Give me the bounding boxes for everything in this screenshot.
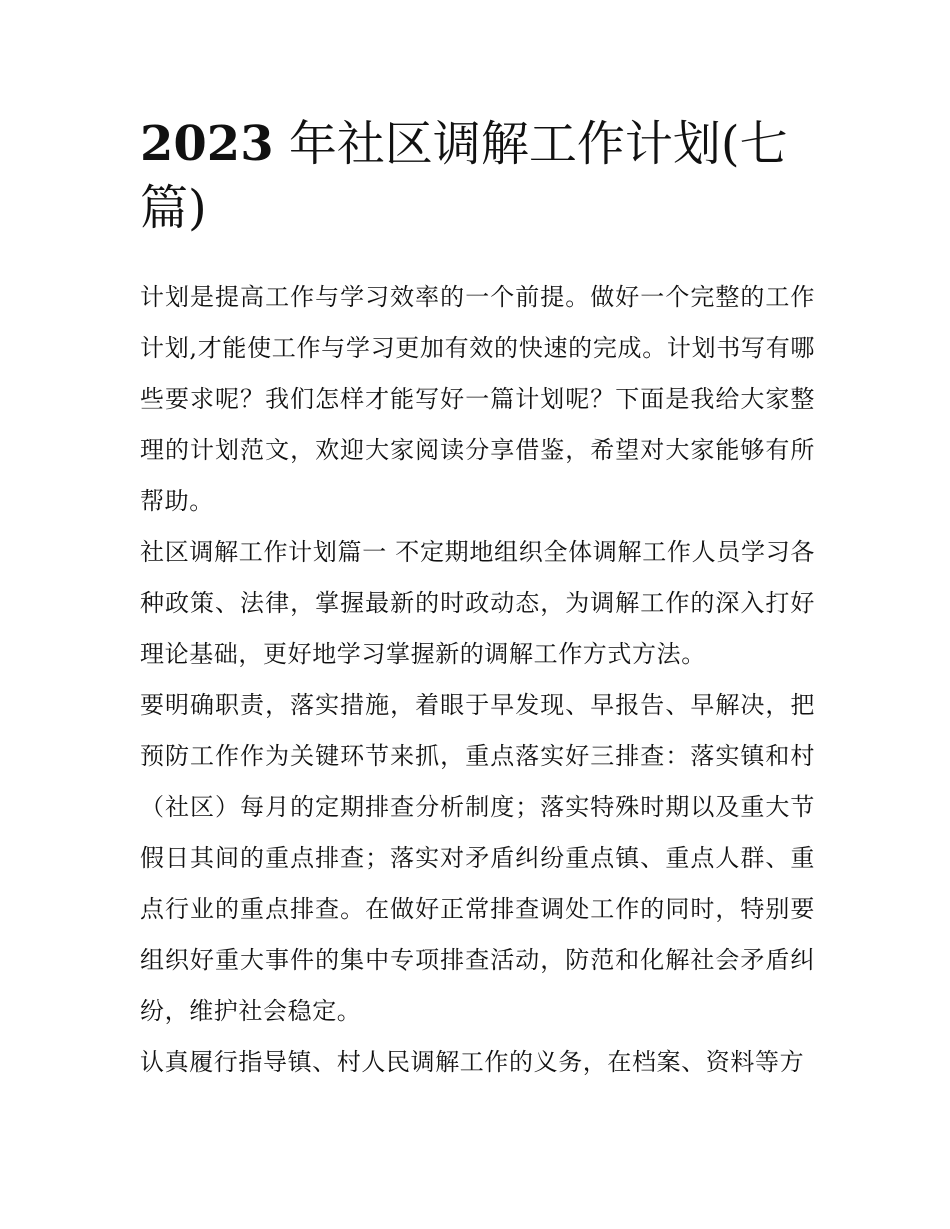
intro-paragraph: 计划是提高工作与学习效率的一个前提。做好一个完整的工作计划,才能使工作与学习更加有效的快速的完成。计划书写有哪些要求呢？我们怎样才能写好一篇计划呢？下面是我给大家整理的计划范文，欢迎大家阅读分享借鉴，希望对大家能够有所帮助。 xyxy=(140,283,815,515)
body-paragraph-1: 社区调解工作计划篇一 不定期地组织全体调解工作人员学习各种政策、法律，掌握最新的时政动态，为调解工作的深入打好理论基础，更好地学习掌握新的调解工作方式方法。 xyxy=(140,538,815,668)
title-text: 年社区调解工作计划(七篇) xyxy=(140,116,788,236)
document-page xyxy=(140,112,815,1088)
body-paragraph-2: 要明确职责，落实措施，着眼于早发现、早报告、早解决，把预防工作作为关键环节来抓，重点落实好三排查：落实镇和村（社区）每月的定期排查分析制度；落实特殊时期以及重大节假日其间的重点排查；落实对矛盾纠纷重点镇、重点人群、重点行业的重点排查。在做好正常排查调处工作的同时，特别要组织好重大事件的集中专项排查活动，防范和化解社会矛盾纠纷，维护社会稳定。 xyxy=(140,691,815,1025)
document-title xyxy=(140,112,815,240)
title-year: 2023 xyxy=(140,116,274,172)
body-paragraph-3: 认真履行指导镇、村人民调解工作的义务，在档案、资料等方 xyxy=(140,1048,805,1076)
